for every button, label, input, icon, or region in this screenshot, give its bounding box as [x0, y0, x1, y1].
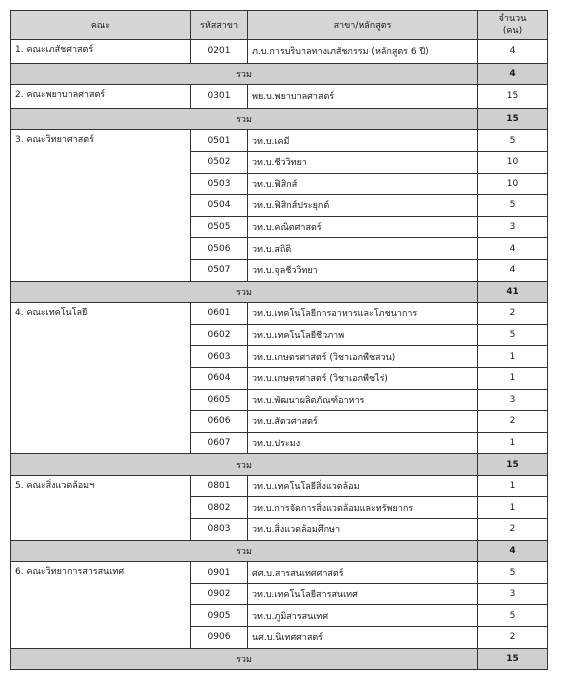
subtotal-label: รวม: [11, 108, 478, 130]
program-code: 0607: [191, 432, 248, 454]
program-code: 0507: [191, 259, 248, 281]
program-count: 5: [478, 324, 548, 346]
program-code: 0801: [191, 475, 248, 497]
program-code: 0906: [191, 627, 248, 649]
program-name: วท.บ.เคมี: [248, 130, 478, 152]
faculty-cell: 5. คณะสิ่งแวดล้อมฯ: [11, 475, 191, 540]
program-name: พย.บ.พยาบาลศาสตร์: [248, 85, 478, 109]
subtotal-count: 41: [478, 281, 548, 303]
subtotal-row: [11, 63, 548, 85]
subtotal-row: [11, 108, 548, 130]
program-code: 0504: [191, 195, 248, 217]
program-name: วท.บ.ชีววิทยา: [248, 151, 478, 173]
program-count: 3: [478, 216, 548, 238]
program-count: 3: [478, 389, 548, 411]
program-code: 0901: [191, 562, 248, 584]
program-code: 0201: [191, 40, 248, 64]
program-name: วท.บ.พัฒนาผลิตภัณฑ์อาหาร: [248, 389, 478, 411]
program-name: ศศ.บ.สารสนเทศศาสตร์: [248, 562, 478, 584]
program-name: วท.บ.ภูมิสารสนเทศ: [248, 605, 478, 627]
faculty-cell: 1. คณะเภสัชศาสตร์: [11, 40, 191, 64]
program-code: 0603: [191, 346, 248, 368]
subtotal-label: รวม: [11, 648, 478, 670]
table-row: [11, 85, 548, 109]
enrollment-table: [10, 10, 548, 670]
program-code: 0902: [191, 583, 248, 605]
program-count: 1: [478, 346, 548, 368]
table-row: [11, 130, 548, 152]
subtotal-row: [11, 281, 548, 303]
subtotal-count: 15: [478, 454, 548, 476]
header-count: จำนวน (คน): [478, 11, 548, 40]
program-count: 2: [478, 627, 548, 649]
header-faculty: คณะ: [11, 11, 191, 40]
program-code: 0503: [191, 173, 248, 195]
faculty-cell: 6. คณะวิทยาการสารสนเทศ: [11, 562, 191, 648]
subtotal-label: รวม: [11, 281, 478, 303]
header-code: รหัสสาขา: [191, 11, 248, 40]
table-body: [11, 40, 548, 670]
program-name: วท.บ.สัตวศาสตร์: [248, 411, 478, 433]
program-name: นศ.บ.นิเทศศาสตร์: [248, 627, 478, 649]
program-count: 10: [478, 151, 548, 173]
program-name: วท.บ.เทคโนโลยีสิ่งแวดล้อม: [248, 475, 478, 497]
program-count: 3: [478, 583, 548, 605]
program-count: 5: [478, 562, 548, 584]
program-code: 0602: [191, 324, 248, 346]
program-code: 0505: [191, 216, 248, 238]
subtotal-label: รวม: [11, 454, 478, 476]
subtotal-count: 15: [478, 108, 548, 130]
program-count: 5: [478, 605, 548, 627]
faculty-cell: 4. คณะเทคโนโลยี: [11, 303, 191, 454]
subtotal-row: [11, 648, 548, 670]
table-row: [11, 562, 548, 584]
program-name: ภ.บ.การบริบาลทางเภสัชกรรม (หลักสูตร 6 ปี): [248, 40, 478, 64]
table-row: [11, 303, 548, 325]
program-count: 2: [478, 519, 548, 541]
program-code: 0802: [191, 497, 248, 519]
subtotal-count: 4: [478, 540, 548, 562]
subtotal-row: [11, 454, 548, 476]
table-header-row: [11, 11, 548, 40]
program-name: วท.บ.เทคโนโลยีชีวภาพ: [248, 324, 478, 346]
program-code: 0601: [191, 303, 248, 325]
program-name: วท.บ.ฟิสิกส์: [248, 173, 478, 195]
program-count: 2: [478, 411, 548, 433]
program-name: วท.บ.ฟิสิกส์ประยุกต์: [248, 195, 478, 217]
program-count: 5: [478, 130, 548, 152]
program-count: 5: [478, 195, 548, 217]
program-name: วท.บ.เกษตรศาสตร์ (วิชาเอกพืชสวน): [248, 346, 478, 368]
program-name: วท.บ.คณิตศาสตร์: [248, 216, 478, 238]
program-name: วท.บ.สิ่งแวดล้อมศึกษา: [248, 519, 478, 541]
program-code: 0605: [191, 389, 248, 411]
subtotal-count: 15: [478, 648, 548, 670]
program-count: 1: [478, 367, 548, 389]
program-count: 1: [478, 497, 548, 519]
program-count: 4: [478, 259, 548, 281]
program-code: 0506: [191, 238, 248, 260]
program-count: 4: [478, 238, 548, 260]
program-code: 0604: [191, 367, 248, 389]
program-code: 0301: [191, 85, 248, 109]
program-code: 0501: [191, 130, 248, 152]
faculty-cell: 2. คณะพยาบาลศาสตร์: [11, 85, 191, 109]
faculty-cell: 3. คณะวิทยาศาสตร์: [11, 130, 191, 281]
program-code: 0606: [191, 411, 248, 433]
program-count: 2: [478, 303, 548, 325]
program-name: วท.บ.เกษตรศาสตร์ (วิชาเอกพืชไร่): [248, 367, 478, 389]
program-name: วท.บ.เทคโนโลยีสารสนเทศ: [248, 583, 478, 605]
program-code: 0905: [191, 605, 248, 627]
program-code: 0502: [191, 151, 248, 173]
program-name: วท.บ.การจัดการสิ่งแวดล้อมและทรัพยากร: [248, 497, 478, 519]
subtotal-label: รวม: [11, 540, 478, 562]
header-program: สาขา/หลักสูตร: [248, 11, 478, 40]
program-code: 0803: [191, 519, 248, 541]
program-count: 10: [478, 173, 548, 195]
table-row: [11, 40, 548, 64]
program-count: 15: [478, 85, 548, 109]
program-name: วท.บ.เทคโนโลยีการอาหารและโภชนาการ: [248, 303, 478, 325]
table-row: [11, 475, 548, 497]
subtotal-row: [11, 540, 548, 562]
subtotal-label: รวม: [11, 63, 478, 85]
program-name: วท.บ.ประมง: [248, 432, 478, 454]
program-count: 1: [478, 475, 548, 497]
program-count: 1: [478, 432, 548, 454]
program-count: 4: [478, 40, 548, 64]
program-name: วท.บ.สถิติ: [248, 238, 478, 260]
subtotal-count: 4: [478, 63, 548, 85]
program-name: วท.บ.จุลชีววิทยา: [248, 259, 478, 281]
